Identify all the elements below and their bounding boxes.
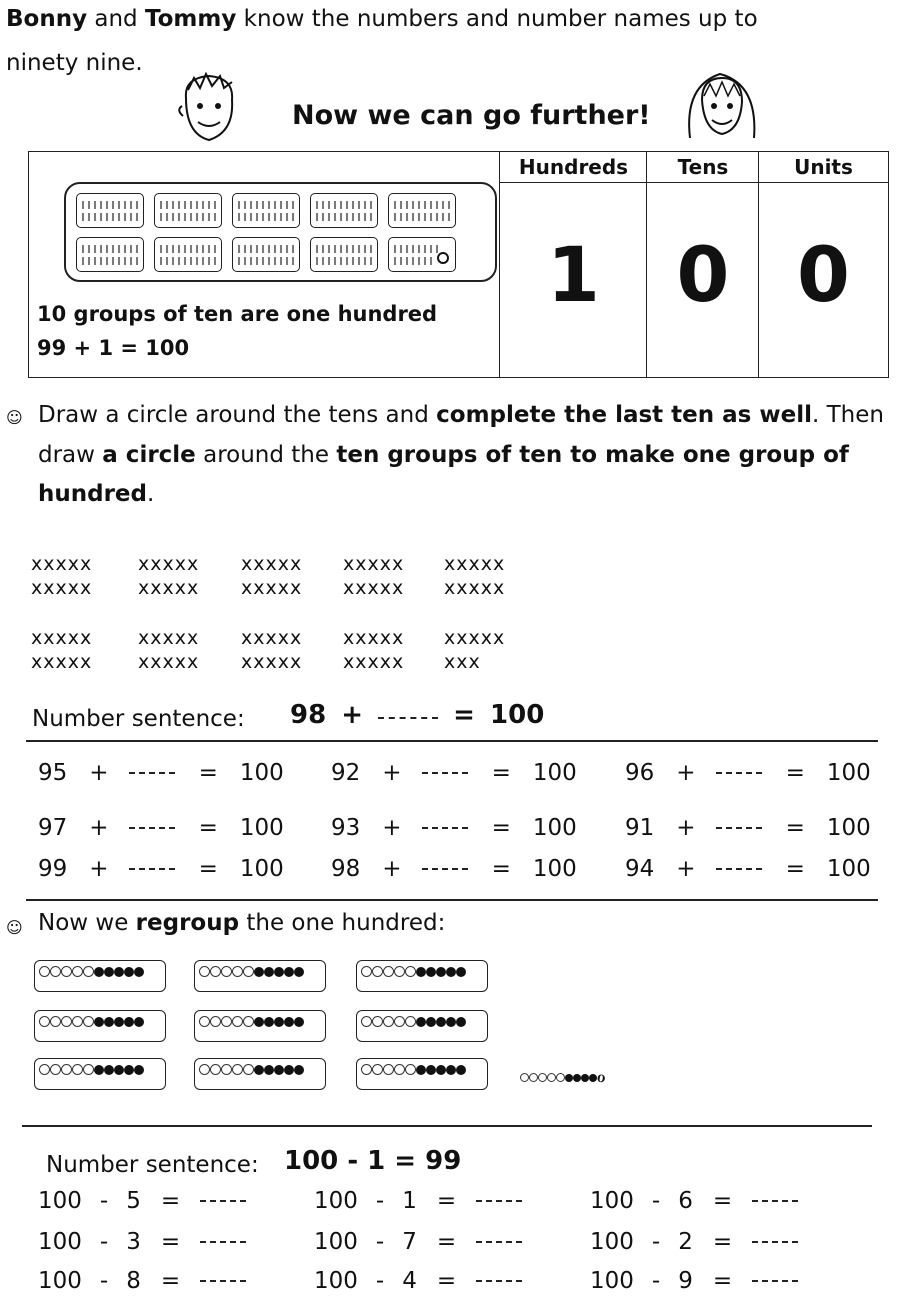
boy-face-icon [174, 70, 244, 146]
subtraction-item: 100 - 6 = [590, 1188, 798, 1214]
ten-group [154, 237, 222, 272]
subtraction-item: 100 - 5 = [38, 1188, 246, 1214]
subtraction-item: 100 - 7 = [314, 1229, 522, 1255]
sentence2-expression: 100 - 1 = 99 [284, 1146, 462, 1176]
x-group: xxxxx [31, 627, 93, 649]
answer-blank[interactable] [378, 717, 438, 719]
smiley-bullet-icon: ☺ [6, 408, 23, 427]
subtraction-item: 100 - 8 = [38, 1268, 246, 1294]
ten-group [232, 237, 300, 272]
subtraction-item: 100 - 1 = [314, 1188, 522, 1214]
ten-bead-group [356, 1010, 488, 1042]
ten-bead-group [34, 1010, 166, 1042]
x-group: xxxxx [241, 577, 303, 599]
addition-item: 94 + = 100 [625, 856, 871, 882]
ten-bead-group [194, 1010, 326, 1042]
x-group: xxxxx [241, 553, 303, 575]
ten-group [76, 193, 144, 228]
ten-bead-group [194, 1058, 326, 1090]
x-group: xxxxx [444, 627, 506, 649]
sentence1-expression: 98 + = 100 [290, 700, 545, 730]
instruction1-line3: hundred. [38, 481, 155, 507]
hundreds-digit: 1 [547, 230, 600, 319]
addition-item: 97 + = 100 [38, 815, 284, 841]
ten-group [310, 237, 378, 272]
instruction1-line1: Draw a circle around the tens and complete the last ten as well. Then [38, 402, 884, 428]
intro-line2: ninety nine. [6, 50, 143, 76]
x-group: xxx [444, 651, 481, 673]
panel-caption-2: 99 + 1 = 100 [37, 336, 190, 360]
tens-digit: 0 [676, 230, 730, 319]
girl-face-icon [680, 66, 764, 144]
ten-bead-group [34, 960, 166, 992]
units-digit: 0 [797, 230, 850, 319]
x-group: xxxxx [444, 553, 506, 575]
divider [26, 740, 878, 742]
ten-group [154, 193, 222, 228]
x-group: xxxxx [241, 651, 303, 673]
ten-bead-group [194, 960, 326, 992]
addition-item: 96 + = 100 [625, 760, 871, 786]
ten-group [76, 237, 144, 272]
partial-ten-beads: ℴ [520, 1066, 605, 1087]
hundreds-header: Hundreds [500, 152, 647, 183]
subtraction-item: 100 - 9 = [590, 1268, 798, 1294]
x-group: xxxxx [31, 577, 93, 599]
x-group: xxxxx [138, 627, 200, 649]
addition-item: 93 + = 100 [331, 815, 577, 841]
subtraction-item: 100 - 3 = [38, 1229, 246, 1255]
ten-group-last [388, 237, 456, 272]
divider [22, 1125, 872, 1127]
panel-caption-1: 10 groups of ten are one hundred [37, 302, 438, 326]
name-bonny: Bonny [6, 6, 88, 32]
page-heading: Now we can go further! [292, 100, 651, 131]
subtraction-item: 100 - 4 = [314, 1268, 522, 1294]
x-group: xxxxx [138, 577, 200, 599]
x-group: xxxxx [343, 577, 405, 599]
ten-groups-frame [64, 182, 497, 282]
units-column [758, 152, 888, 377]
x-group: xxxxx [241, 627, 303, 649]
addition-item: 92 + = 100 [331, 760, 577, 786]
divider [26, 899, 878, 901]
ten-group [310, 193, 378, 228]
ten-bead-group [356, 960, 488, 992]
intro-line1: Bonny and Tommy know the numbers and number names up to [6, 6, 758, 32]
x-group: xxxxx [444, 577, 506, 599]
addition-item: 91 + = 100 [625, 815, 871, 841]
ten-bead-group [34, 1058, 166, 1090]
ten-bead-group [356, 1058, 488, 1090]
sentence2-label: Number sentence: [46, 1152, 259, 1178]
x-group: xxxxx [31, 651, 93, 673]
x-group: xxxxx [31, 553, 93, 575]
hundreds-column [499, 152, 647, 377]
addition-item: 95 + = 100 [38, 760, 284, 786]
units-header: Units [759, 152, 888, 183]
sentence1-label: Number sentence: [32, 706, 245, 732]
x-group: xxxxx [343, 651, 405, 673]
ten-group [232, 193, 300, 228]
name-tommy: Tommy [144, 6, 237, 32]
instruction2: Now we regroup the one hundred: [38, 910, 446, 936]
ten-group [388, 193, 456, 228]
smiley-bullet-icon: ☺ [6, 918, 23, 937]
hundred-panel [28, 151, 889, 378]
subtraction-item: 100 - 2 = [590, 1229, 798, 1255]
addition-item: 98 + = 100 [331, 856, 577, 882]
x-group: xxxxx [138, 651, 200, 673]
x-group: xxxxx [343, 627, 405, 649]
addition-item: 99 + = 100 [38, 856, 284, 882]
instruction1-line2: draw a circle around the ten groups of ten to make one group of [38, 442, 849, 468]
x-group: xxxxx [138, 553, 200, 575]
tens-header: Tens [647, 152, 759, 183]
tens-column [646, 152, 759, 377]
x-group: xxxxx [343, 553, 405, 575]
